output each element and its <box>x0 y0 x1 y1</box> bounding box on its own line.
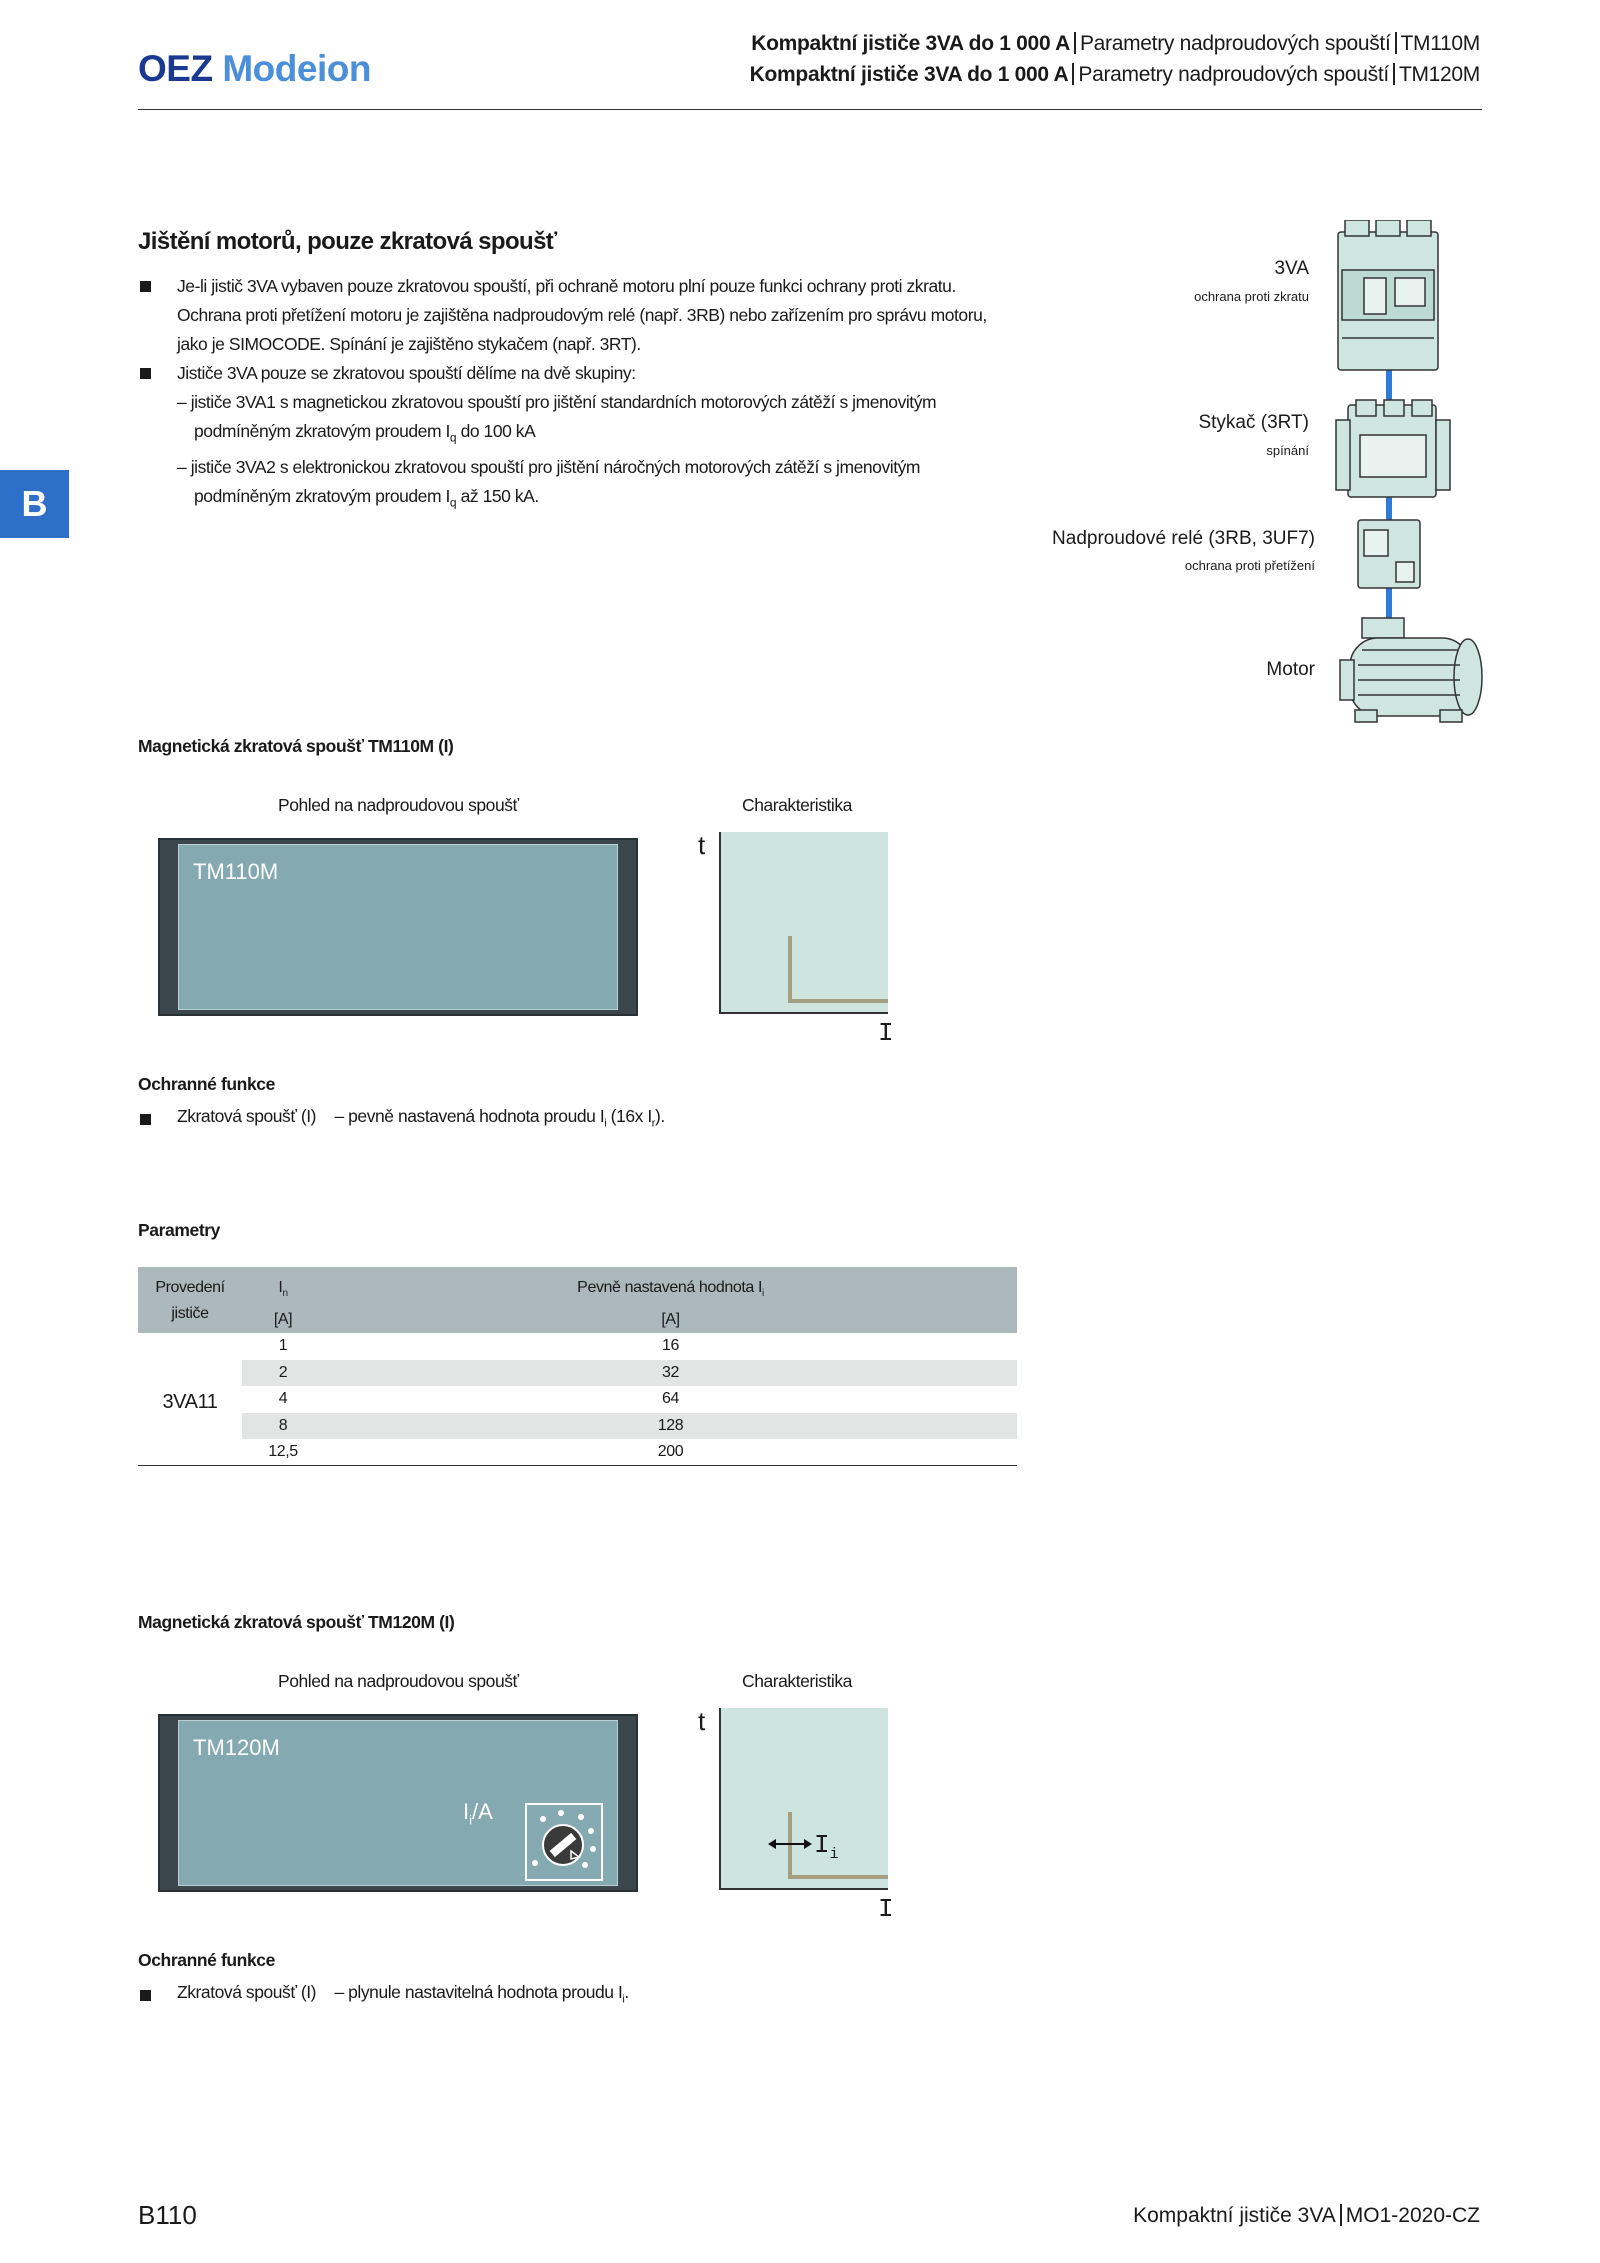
tm110-axis-i: I <box>878 1018 894 1048</box>
header-line-1-bold: Kompaktní jističe 3VA do 1 000 A <box>751 32 1070 55</box>
cell-ii: 200 <box>657 1443 684 1461</box>
table-row <box>138 1386 1017 1413</box>
params-header-row <box>138 1267 1017 1333</box>
tm120-axis-t: t <box>698 1706 706 1736</box>
tm110-panel-face <box>178 844 618 1010</box>
bullet-1-line-3: jako je SIMOCODE. Spínání je zajištěno stykačem (např. 3RT). <box>177 334 641 354</box>
section-title-motor: Jištění motorů, pouze zkratová spoušť <box>138 228 557 255</box>
brand-logo <box>138 48 371 90</box>
logo-secondary: Modeion <box>222 48 371 89</box>
diagram-label-3va: 3VA <box>1274 258 1309 279</box>
header-line-1-part2: Parametry nadproudových spouští <box>1079 32 1391 55</box>
col-header-type: Provedení jističe <box>138 1267 242 1333</box>
tm120-trip-unit-panel <box>158 1714 638 1892</box>
cell-ii: 64 <box>662 1390 679 1408</box>
diagram-sub-contactor: spínání <box>1266 443 1309 458</box>
tm110-protect-item <box>177 1106 665 1130</box>
tm120-protect-desc: – plynule nastavitelná hodnota proudu $I_i$. <box>334 1982 629 2006</box>
tm120-characteristic-chart <box>690 1708 900 1928</box>
table-row <box>138 1360 1017 1387</box>
tm120-protect-item <box>177 1982 629 2006</box>
bullet-2-line-4: – jističe 3VA2 s elektronickou zkratovou spouští pro jištění náročných motorových zátěží s jmenovitým <box>177 456 921 477</box>
footer-doc-title: Kompaktní jističe 3VA <box>1133 2204 1336 2227</box>
tm110-title: Magnetická zkratová spoušť TM110M (I) <box>138 736 454 756</box>
bullet-2-line-5: podmíněným zkratovým proudem $I_q$ až 150 kA. <box>194 485 539 509</box>
page-number: B110 <box>138 2200 197 2230</box>
cell-in: 8 <box>242 1413 324 1440</box>
params-title: Parametry <box>138 1220 221 1240</box>
cell-in: 12,5 <box>268 1443 298 1461</box>
tm110-trip-unit-panel <box>158 838 638 1016</box>
tm120-adjust-dial[interactable] <box>523 1801 605 1883</box>
tm120-chart-axes <box>690 1708 900 1928</box>
header-line-2 <box>750 63 1480 87</box>
bullet-2-line-2: – jističe 3VA1 s magnetickou zkratovou spouští pro jištění standardních motorových zátěží s jmenovitým <box>177 392 937 412</box>
cell-ii: 16 <box>662 1337 679 1355</box>
tm120-axis-i: I <box>878 1894 894 1924</box>
tm120-panel-label: TM120M <box>193 1735 280 1760</box>
tm120-title: Magnetická zkratová spoušť TM120M (I) <box>138 1612 455 1632</box>
table-row <box>138 1333 1017 1360</box>
header-line-1-part3: TM110M <box>1400 32 1480 55</box>
table-row <box>138 1413 1017 1440</box>
bullet-square <box>140 368 151 379</box>
tm120-view-caption: Pohled na nadproudovou spoušť <box>278 1671 519 1691</box>
params-table <box>138 1267 1017 1466</box>
diagram-sub-3va: ochrana proti zkratu <box>1194 289 1309 304</box>
motor-icon <box>1340 618 1482 722</box>
section-tab: B <box>0 470 69 538</box>
cell-ii: 128 <box>324 1413 1017 1440</box>
tm110-characteristic-chart <box>690 832 900 1052</box>
header-line-2-part2: Parametry nadproudových spouští <box>1078 63 1389 86</box>
tm120-panel-face <box>178 1720 618 1886</box>
tm110-protect-desc: – pevně nastavená hodnota proudu $I_i$ (16x $I_r$). <box>334 1106 665 1130</box>
table-row <box>138 1439 1017 1466</box>
breaker-3va-icon <box>1338 220 1438 370</box>
cell-in: 1 <box>278 1337 288 1355</box>
diagram-label-motor: Motor <box>1266 659 1315 680</box>
contactor-3rt-icon <box>1336 400 1450 497</box>
tm110-panel-label: TM110M <box>193 859 279 884</box>
cell-in: 4 <box>278 1390 288 1408</box>
footer-document <box>1133 2204 1480 2228</box>
logo-primary: OEZ <box>138 48 213 89</box>
bullet-square <box>140 281 151 292</box>
col-header-ii: Pevně nastavená hodnota $I_i$ [A] <box>324 1267 1017 1333</box>
diagram-label-contactor: Stykač (3RT) <box>1198 412 1309 433</box>
tm120-char-caption: Charakteristika <box>742 1671 852 1691</box>
overload-relay-icon <box>1358 520 1420 588</box>
tm110-protect-name: Zkratová spoušť (I) <box>177 1106 317 1126</box>
tm120-protect-name: Zkratová spoušť (I) <box>177 1982 317 2002</box>
tm110-view-caption: Pohled na nadproudovou spoušť <box>278 795 519 815</box>
cell-in: 2 <box>242 1360 324 1387</box>
bullet-1-line-1: Je-li jistič 3VA vybaven pouze zkratovou spouští, při ochraně motoru plní pouze funkci ochrany proti zkratu. <box>177 272 987 301</box>
cell-type: 3VA11 <box>162 1390 218 1413</box>
header-line-2-part3: TM120M <box>1398 63 1480 86</box>
header-line-2-bold: Kompaktní jističe 3VA do 1 000 A <box>749 63 1069 86</box>
col-header-in: $I_n$ [A] <box>242 1267 324 1333</box>
bullet-1-line-2: Ochrana proti přetížení motoru je zajištěna nadproudovým relé (např. 3RB) nebo zařízením pro správu motoru, <box>177 305 987 325</box>
header-line-1 <box>751 32 1480 56</box>
motor-text-block <box>177 272 987 517</box>
bullet-2-line-1: Jističe 3VA pouze se zkratovou spouští dělíme na dvě skupiny: <box>177 359 987 388</box>
tm120-protect-title: Ochranné funkce <box>138 1950 275 1970</box>
bullet-square <box>140 1114 151 1125</box>
bullet-2-line-3: podmíněným zkratovým proudem $I_q$ do 100 kA <box>194 421 536 445</box>
tm110-chart-axes <box>690 832 900 1052</box>
tm120-marker-ii: $I_i$ <box>814 1830 839 1864</box>
cell-ii: 32 <box>324 1360 1017 1387</box>
bullet-square <box>140 1990 151 2001</box>
diagram-label-relay: Nadproudové relé (3RB, 3UF7) <box>1052 528 1315 549</box>
motor-circuit-diagram <box>1300 220 1500 730</box>
diagram-sub-relay: ochrana proti přetížení <box>1184 558 1315 573</box>
tm110-axis-t: t <box>698 830 706 860</box>
tm120-dial-label: $I_i/A$ <box>463 1799 493 1828</box>
footer-doc-code: MO1-2020-CZ <box>1345 2204 1480 2227</box>
tm110-protect-title: Ochranné funkce <box>138 1074 275 1094</box>
tm110-char-caption: Charakteristika <box>742 795 852 815</box>
header-rule <box>138 109 1482 110</box>
